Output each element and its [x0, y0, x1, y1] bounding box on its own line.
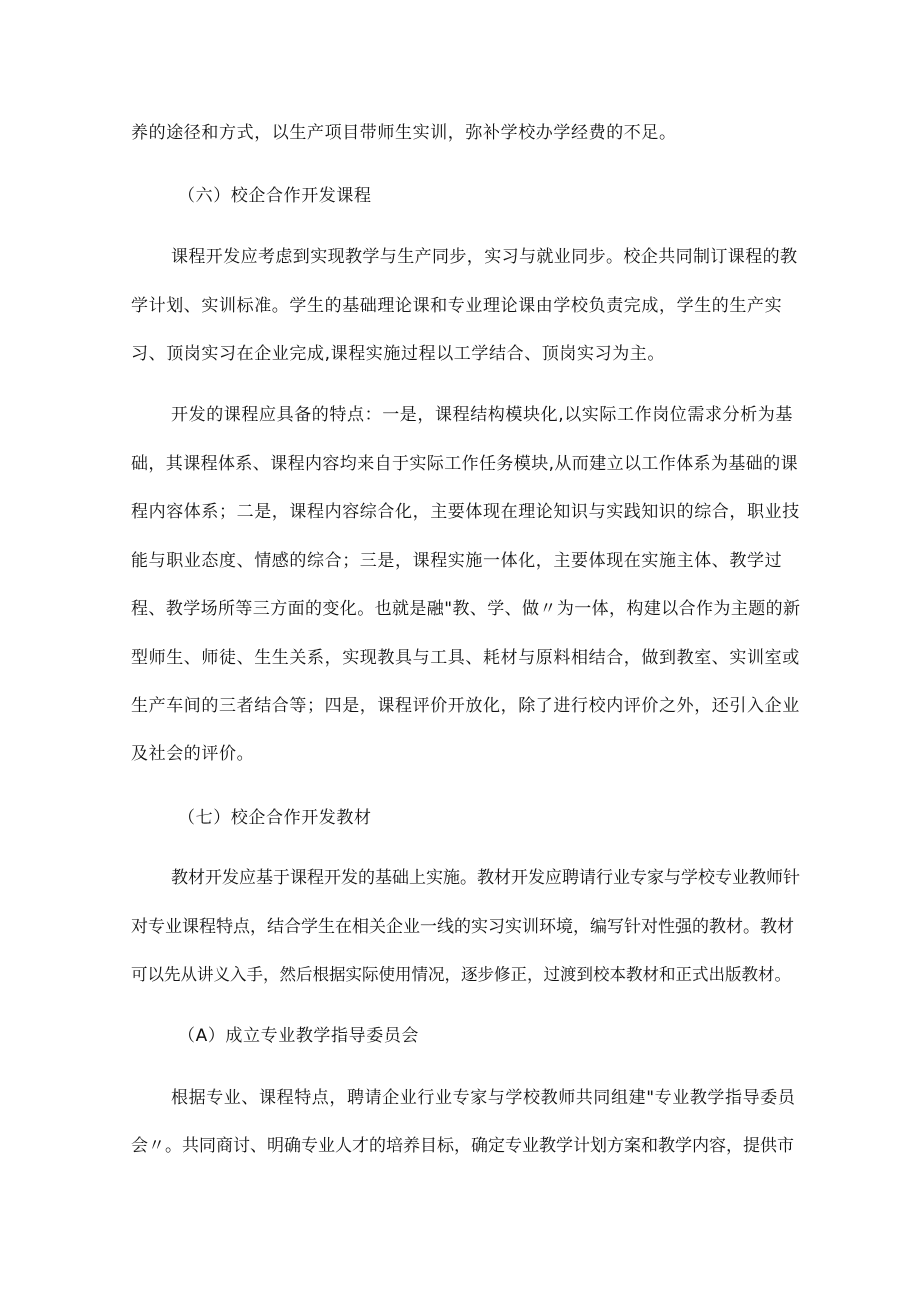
paragraph-line: 础，其课程体系、课程内容均来自于实际工作任务模块,从而建立以工作体系为基础的课: [131, 454, 799, 474]
paragraph-line: 程内容体系；二是，课程内容综合化，主要体现在理论知识与实践知识的综合，职业技: [131, 502, 800, 522]
paragraph-line: 生产车间的三者结合等；四是，课程评价开放化，除了进行校内评价之外，还引入企业: [131, 696, 800, 716]
paragraph-line: 程、教学场所等三方面的变化。也就是融"教、学、做〃为一体，构建以合作为主题的新: [131, 599, 801, 619]
paragraph-line: 习、顶岗实习在企业完成,课程实施过程以工学结合、顶岗实习为主。: [131, 344, 666, 364]
paragraph-line: 型师生、师徒、生生关系，实现教具与工具、耗材与原料相结合，做到教室、实训室或: [131, 648, 800, 668]
section-heading-6: （六）校企合作开发课程: [178, 186, 372, 206]
paragraph-line: 能与职业态度、情感的综合；三是，课程实施一体化，主要体现在实施主体、教学过: [131, 551, 783, 571]
section-heading-7: （七）校企合作开发教材: [178, 808, 372, 828]
paragraph-line: 会〃。共同商讨、明确专业人才的培养目标，确定专业教学计划方案和教学内容，提供市: [131, 1136, 794, 1156]
paragraph-line: 根据专业、课程特点，聘请企业行业专家与学校教师共同组建"专业教学指导委员: [171, 1088, 796, 1108]
paragraph-line: 可以先从讲义入手，然后根据实际使用情况，逐步修正，过渡到校本教材和正式出版教材。: [131, 965, 791, 984]
paragraph-line: 养的途径和方式，以生产项目带师生实训，弥补学校办学经费的不足。: [131, 123, 677, 143]
paragraph-line: 及社会的评价。: [131, 744, 255, 764]
paragraph-line: 对专业课程特点，结合学生在相关企业一线的实习实训环境，编写针对性强的教材。教材: [131, 917, 794, 937]
paragraph-line: 开发的课程应具备的特点：一是，课程结构模块化,以实际工作岗位需求分析为基: [171, 405, 794, 425]
paragraph-line: 学计划、实训标准。学生的基础理论课和专业理论课由学校负责完成，学生的生产实: [131, 296, 783, 316]
paragraph-line: 课程开发应考虑到实现教学与生产同步，实习与就业同步。校企共同制订课程的教: [171, 247, 798, 267]
section-heading-8: （A）成立专业教学指导委员会: [178, 1026, 420, 1046]
paragraph-line: 教材开发应基于课程开发的基础上实施。教材开发应聘请行业专家与学校专业教师针: [171, 868, 800, 888]
